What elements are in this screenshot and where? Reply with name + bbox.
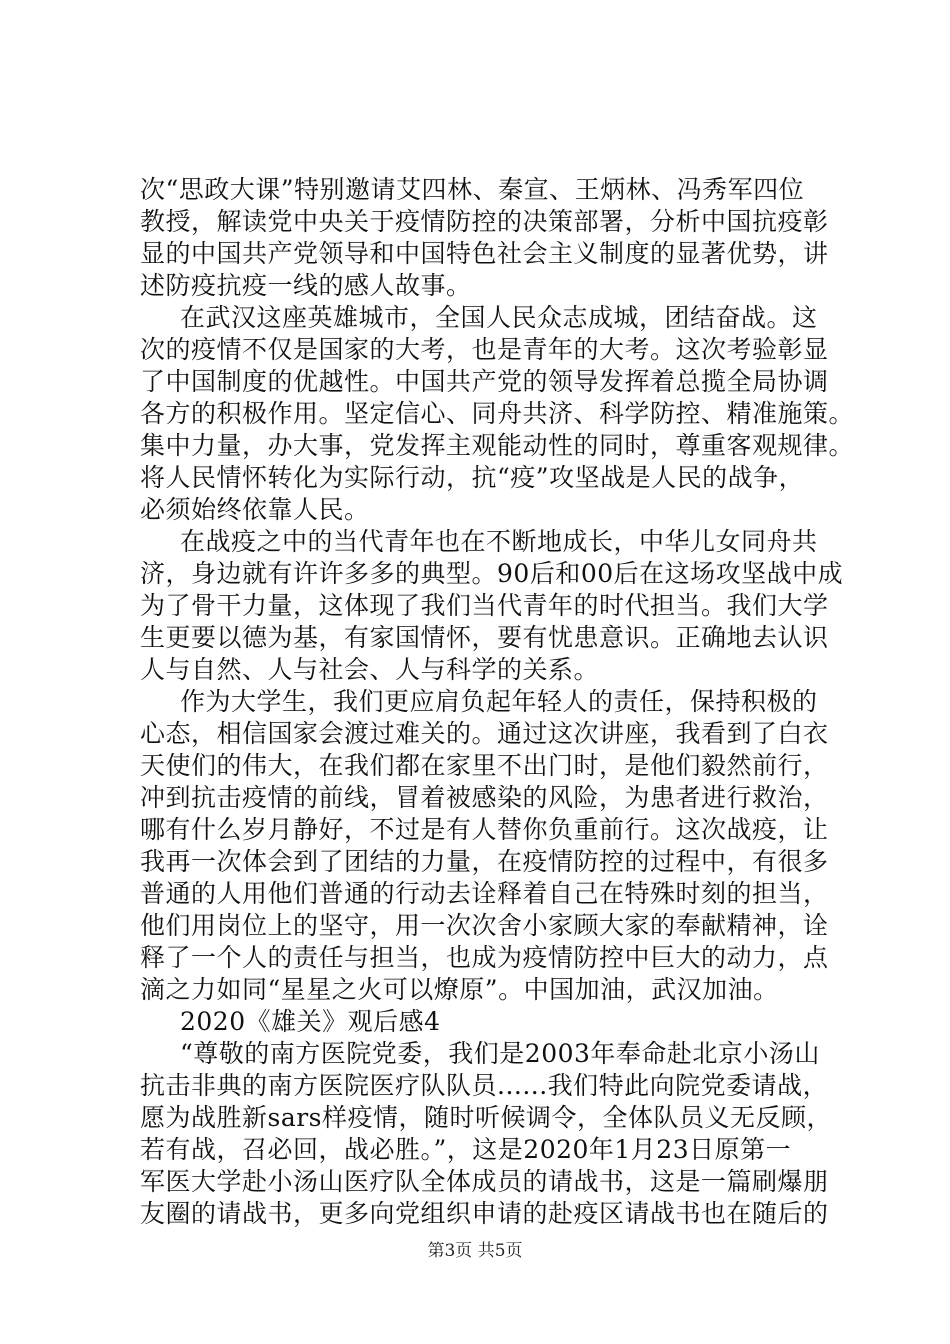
text-line: 在武汉这座英雄城市，全国人民众志成城，团结奋战。这 [180, 303, 818, 332]
text-line: “尊敬的南方医院党委，我们是2003年奉命赴北京小汤山 [180, 1039, 820, 1068]
text-line: 生更要以德为基，有家国情怀，要有忧患意识。正确地去认识 [140, 623, 829, 652]
text-line: 若有战，召必回，战必胜。”，这是2020年1月23日原第一 [140, 1135, 792, 1164]
text-line: 2020《雄关》观后感4 [180, 1007, 441, 1036]
text-line: 教授，解读党中央关于疫情防控的决策部署，分析中国抗疫彰 [140, 207, 829, 236]
text-line: 济，身边就有许许多多的典型。90后和00后在这场攻坚战中成 [140, 559, 844, 588]
text-line: 滴之力如同“星星之火可以燎原”。中国加油，武汉加油。 [140, 975, 779, 1004]
text-line: 普通的人用他们普通的行动去诠释着自己在特殊时刻的担当， [140, 879, 829, 908]
text-line: 友圈的请战书，更多向党组织申请的赴疫区请战书也在随后的 [140, 1199, 829, 1228]
text-line: 各方的积极作用。坚定信心、同舟共济、科学防控、精准施策。 [140, 399, 855, 428]
text-line: 述防疫抗疫一线的感人故事。 [140, 271, 472, 300]
text-line: 作为大学生，我们更应肩负起年轻人的责任，保持积极的 [180, 687, 818, 716]
document-body [140, 174, 855, 1230]
text-line: 在战疫之中的当代青年也在不断地成长，中华儿女同舟共 [180, 527, 818, 556]
text-line: 将人民情怀转化为实际行动，抗“疫”攻坚战是人民的战争， [140, 463, 805, 492]
text-line: 释了一个人的责任与担当，也成为疫情防控中巨大的动力，点 [140, 943, 829, 972]
text-line: 次“思政大课”特别邀请艾四林、秦宣、王炳林、冯秀军四位 [140, 175, 805, 204]
page-number-footer: 第3页 共5页 [427, 1241, 523, 1261]
text-line: 次的疫情不仅是国家的大考，也是青年的大考。这次考验彰显 [140, 335, 829, 364]
text-line: 了中国制度的优越性。中国共产党的领导发挥着总揽全局协调 [140, 367, 829, 396]
text-line: 心态，相信国家会渡过难关的。通过这次讲座，我看到了白衣 [140, 719, 829, 748]
text-line: 他们用岗位上的坚守，用一次次舍小家顾大家的奉献精神，诠 [140, 911, 829, 940]
text-line: 哪有什么岁月静好，不过是有人替你负重前行。这次战疫，让 [140, 815, 829, 844]
text-line: 抗击非典的南方医院医疗队队员......我们特此向院党委请战， [140, 1071, 829, 1100]
text-line: 必须始终依靠人民。 [140, 495, 370, 524]
text-line: 我再一次体会到了团结的力量，在疫情防控的过程中，有很多 [140, 847, 829, 876]
text-line: 军医大学赴小汤山医疗队全体成员的请战书，这是一篇刷爆朋 [140, 1167, 829, 1196]
text-line: 人与自然、人与社会、人与科学的关系。 [140, 655, 600, 684]
text-line: 愿为战胜新sars样疫情，随时听候调令，全体队员义无反顾， [140, 1103, 833, 1132]
text-line: 显的中国共产党领导和中国特色社会主义制度的显著优势，讲 [140, 239, 829, 268]
text-line: 天使们的伟大，在我们都在家里不出门时，是他们毅然前行， [140, 751, 829, 780]
text-line: 集中力量，办大事，党发挥主观能动性的同时，尊重客观规律。 [140, 431, 855, 460]
text-line: 冲到抗击疫情的前线，冒着被感染的风险，为患者进行救治， [140, 783, 829, 812]
text-line: 为了骨干力量，这体现了我们当代青年的时代担当。我们大学 [140, 591, 829, 620]
